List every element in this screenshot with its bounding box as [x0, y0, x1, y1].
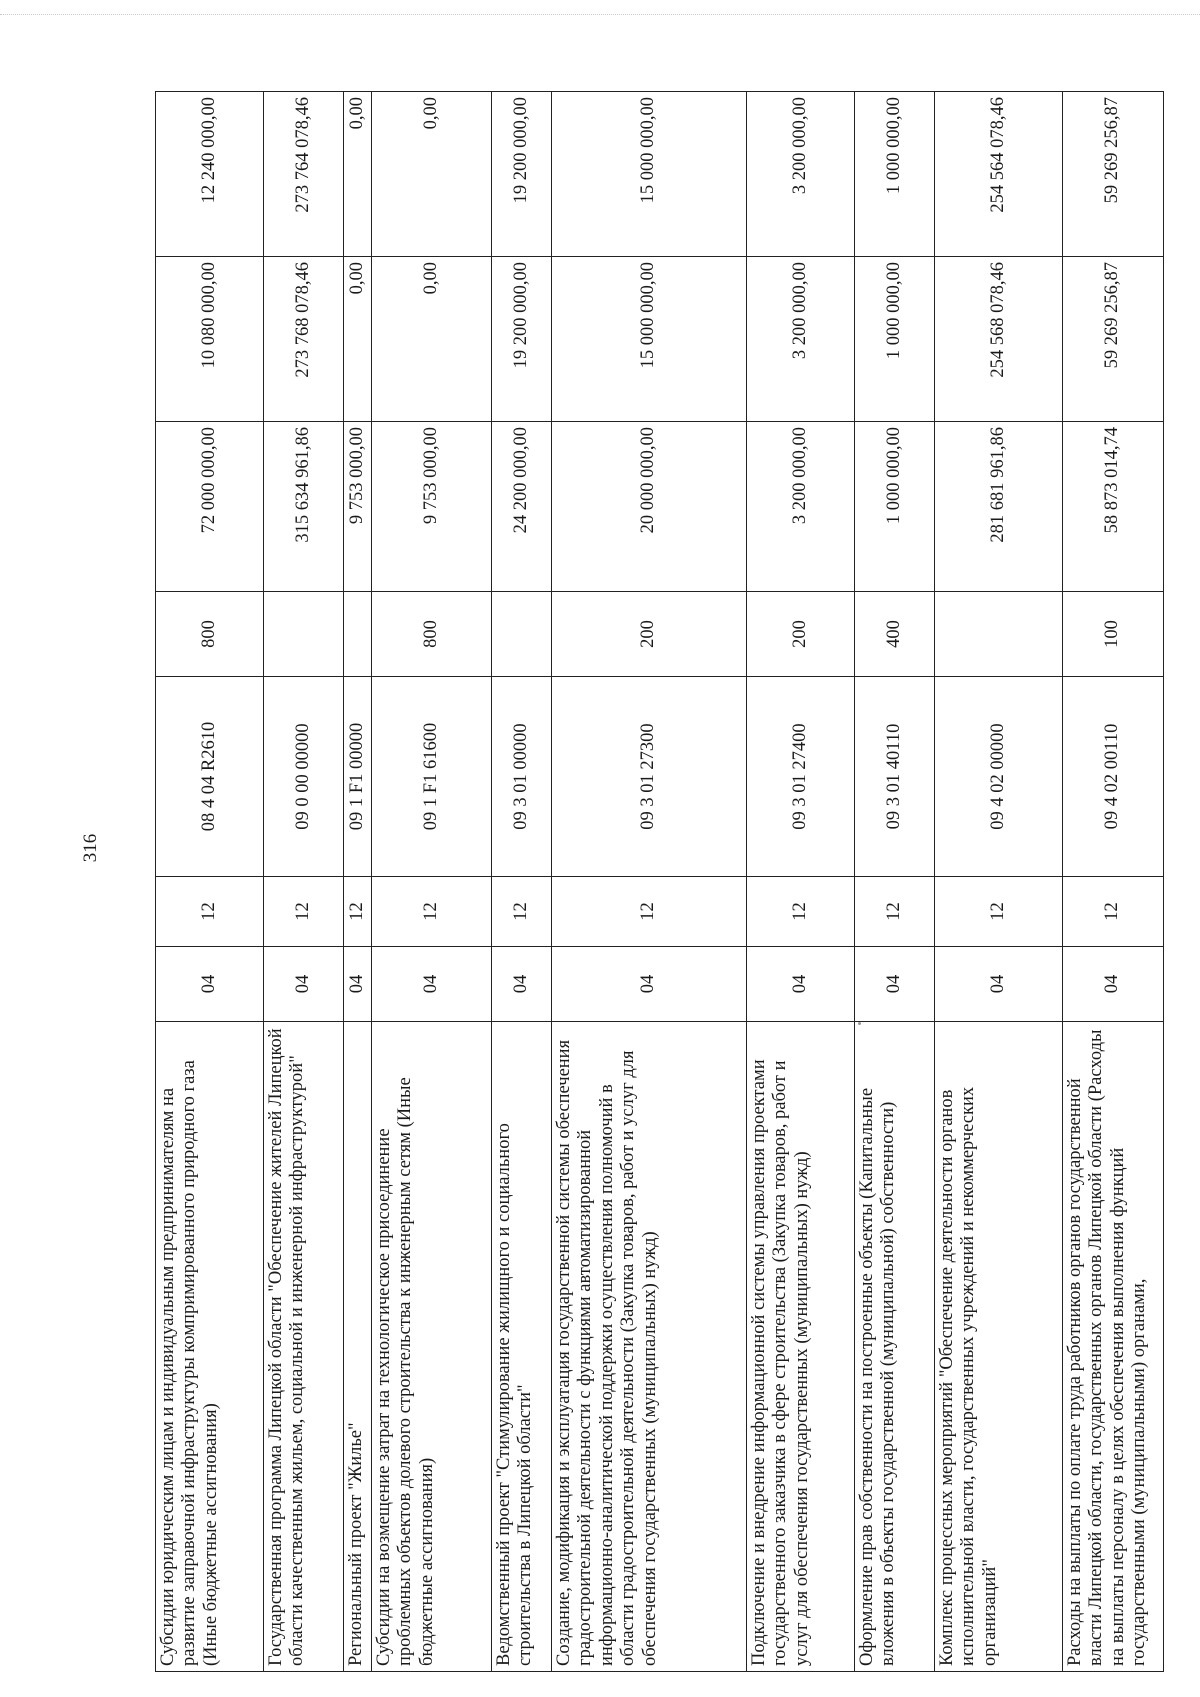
- cell-amount-3: 19 200 000,00: [492, 92, 552, 257]
- table-row: [552, 92, 747, 1672]
- budget-table: [155, 91, 1164, 1672]
- cell-subsection: 12: [552, 877, 747, 947]
- cell-amount-1: 72 000 000,00: [156, 422, 264, 592]
- cell-section: 04: [747, 947, 855, 1022]
- cell-description: Государственная программа Липецкой области "Обеспечение жителей Липецкой области качественным жильем, социальной и инженерной инфраструктурой": [264, 1022, 344, 1672]
- cell-section: 04: [552, 947, 747, 1022]
- cell-target-article: 09 0 00 00000: [264, 677, 344, 877]
- cell-expense-type: [344, 592, 372, 677]
- cell-description: Субсидии юридическим лицам и индивидуальным предпринимателям на развитие заправочной инфраструктуры компримированного природного газа (Иные бюджетные ассигнования): [156, 1022, 264, 1672]
- cell-amount-2: 254 568 078,46: [935, 257, 1063, 422]
- cell-amount-2: 1 000 000,00: [855, 257, 935, 422]
- cell-amount-3: 15 000 000,00: [552, 92, 747, 257]
- scan-top-border: [0, 14, 1200, 15]
- cell-section: 04: [855, 947, 935, 1022]
- table-row: [156, 92, 264, 1672]
- cell-amount-3: 3 200 000,00: [747, 92, 855, 257]
- cell-expense-type: 800: [156, 592, 264, 677]
- table-row: [1063, 92, 1164, 1672]
- cell-amount-3: 59 269 256,87: [1063, 92, 1164, 257]
- cell-amount-3: 1 000 000,00: [855, 92, 935, 257]
- table-body: [156, 92, 1164, 1672]
- cell-target-article: 09 3 01 00000: [492, 677, 552, 877]
- cell-amount-2: 0,00: [372, 257, 492, 422]
- cell-amount-3: 273 764 078,46: [264, 92, 344, 257]
- cell-amount-2: 273 768 078,46: [264, 257, 344, 422]
- cell-amount-3: 0,00: [344, 92, 372, 257]
- cell-subsection: 12: [492, 877, 552, 947]
- cell-amount-2: 15 000 000,00: [552, 257, 747, 422]
- cell-section: 04: [264, 947, 344, 1022]
- page-number: 316: [80, 833, 101, 863]
- cell-description: Комплекс процессных мероприятий "Обеспечение деятельности органов исполнительной власти, государственных учреждений и некоммерческих организаций": [935, 1022, 1063, 1672]
- cell-section: 04: [1063, 947, 1164, 1022]
- cell-expense-type: 200: [747, 592, 855, 677]
- cell-expense-type: [492, 592, 552, 677]
- table-row: [264, 92, 344, 1672]
- cell-amount-1: 281 681 961,86: [935, 422, 1063, 592]
- cell-expense-type: [935, 592, 1063, 677]
- table-row: [344, 92, 372, 1672]
- cell-target-article: 09 3 01 40110: [855, 677, 935, 877]
- cell-subsection: 12: [372, 877, 492, 947]
- cell-amount-3: 0,00: [372, 92, 492, 257]
- cell-subsection: 12: [1063, 877, 1164, 947]
- table-row: [747, 92, 855, 1672]
- cell-subsection: 12: [156, 877, 264, 947]
- cell-target-article: 09 3 01 27400: [747, 677, 855, 877]
- cell-target-article: 09 4 02 00110: [1063, 677, 1164, 877]
- cell-section: 04: [156, 947, 264, 1022]
- cell-description: Расходы на выплаты по оплате труда работников органов государственной власти Липецкой области, государственных органов Липецкой области (Расходы на выплаты персоналу в целях обеспечения выполнения функций государственными (муниципальными) органами,: [1063, 1022, 1164, 1672]
- cell-description: Субсидии на возмещение затрат на технологическое присоединение проблемных объектов долевого строительства к инженерным сетям (Иные бюджетные ассигнования): [372, 1022, 492, 1672]
- cell-expense-type: 800: [372, 592, 492, 677]
- cell-amount-3: 254 564 078,46: [935, 92, 1063, 257]
- cell-section: 04: [492, 947, 552, 1022]
- cell-amount-3: 12 240 000,00: [156, 92, 264, 257]
- table-row: [935, 92, 1063, 1672]
- cell-expense-type: [264, 592, 344, 677]
- cell-description: Создание, модификация и эксплуатация государственной системы обеспечения градостроительной деятельности с функциями автоматизированной информационно-аналитической поддержки осуществления полномочий в области градостроительной деятельности (Закупка товаров, работ и услуг для обеспечения государственных (муниципальных) нужд): [552, 1022, 747, 1672]
- cell-amount-2: 19 200 000,00: [492, 257, 552, 422]
- cell-amount-2: 10 080 000,00: [156, 257, 264, 422]
- cell-subsection: 12: [264, 877, 344, 947]
- cell-amount-1: 9 753 000,00: [344, 422, 372, 592]
- cell-amount-2: 3 200 000,00: [747, 257, 855, 422]
- cell-amount-1: 20 000 000,00: [552, 422, 747, 592]
- cell-description: Региональный проект "Жилье": [344, 1022, 372, 1672]
- cell-amount-1: 1 000 000,00: [855, 422, 935, 592]
- cell-amount-2: 0,00: [344, 257, 372, 422]
- cell-expense-type: 100: [1063, 592, 1164, 677]
- cell-description: Оформление прав собственности на построенные объекты (Капитальные вложения в объекты государственной (муниципальной) собственности): [855, 1022, 935, 1672]
- cell-subsection: 12: [747, 877, 855, 947]
- table-row: [372, 92, 492, 1672]
- cell-amount-2: 59 269 256,87: [1063, 257, 1164, 422]
- table-row: [855, 92, 935, 1672]
- cell-description: Подключение и внедрение информационной системы управления проектами государственного заказчика в сфере строительства (Закупка товаров, работ и услуг для обеспечения государственных (муниципальных) нужд): [747, 1022, 855, 1672]
- cell-amount-1: 58 873 014,74: [1063, 422, 1164, 592]
- cell-subsection: 12: [344, 877, 372, 947]
- cell-expense-type: 400: [855, 592, 935, 677]
- cell-subsection: 12: [935, 877, 1063, 947]
- cell-description: Ведомственный проект "Стимулирование жилищного и социального строительства в Липецкой области": [492, 1022, 552, 1672]
- cell-amount-1: 3 200 000,00: [747, 422, 855, 592]
- cell-section: 04: [935, 947, 1063, 1022]
- cell-amount-1: 24 200 000,00: [492, 422, 552, 592]
- cell-target-article: 09 1 F1 00000: [344, 677, 372, 877]
- table-row: [492, 92, 552, 1672]
- cell-expense-type: 200: [552, 592, 747, 677]
- cell-target-article: 09 4 02 00000: [935, 677, 1063, 877]
- cell-target-article: 09 3 01 27300: [552, 677, 747, 877]
- cell-target-article: 08 4 04 R2610: [156, 677, 264, 877]
- cell-section: 04: [344, 947, 372, 1022]
- cell-amount-1: 315 634 961,86: [264, 422, 344, 592]
- cell-amount-1: 9 753 000,00: [372, 422, 492, 592]
- cell-target-article: 09 1 F1 61600: [372, 677, 492, 877]
- budget-table-rotated: [155, 92, 1150, 1672]
- cell-subsection: 12: [855, 877, 935, 947]
- cell-section: 04: [372, 947, 492, 1022]
